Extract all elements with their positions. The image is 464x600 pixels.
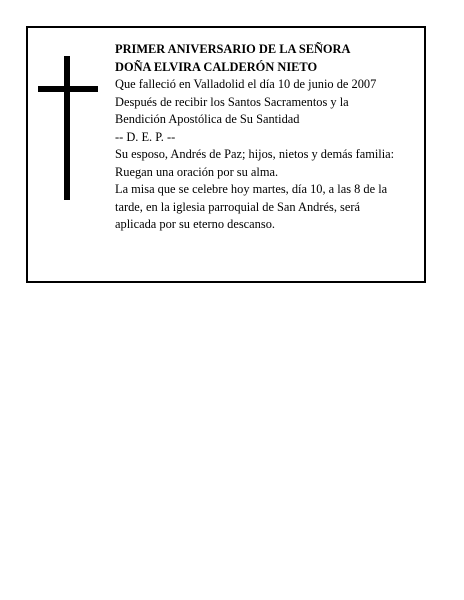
- benediction-line: Bendición Apostólica de Su Santidad: [115, 112, 300, 126]
- mass-line-1: La misa que se celebre hoy martes, día 10, a las 8 de la: [115, 182, 388, 196]
- notice-text: [115, 41, 427, 234]
- family-line: Su esposo, Andrés de Paz; hijos, nietos y demás familia:: [115, 147, 395, 161]
- cross-icon: [38, 56, 100, 200]
- prayer-request-line: Ruegan una oración por su alma.: [115, 164, 279, 179]
- obituary-notice: [26, 26, 426, 283]
- cross-vertical-bar: [64, 56, 70, 200]
- death-date-line: Que falleció en Valladolid el día 10 de junio de 2007: [115, 77, 377, 91]
- mass-line-2: tarde, en la iglesia parroquial de San Andrés, será: [115, 199, 360, 214]
- cross-horizontal-bar: [38, 86, 98, 92]
- mass-line-3: aplicada por su eterno descanso.: [115, 217, 275, 231]
- notice-title-line-2: DOÑA ELVIRA CALDERÓN NIETO: [115, 59, 318, 74]
- sacraments-line: Después de recibir los Santos Sacramentos y la: [115, 94, 349, 109]
- notice-title-line-1: PRIMER ANIVERSARIO DE LA SEÑORA: [115, 42, 351, 56]
- rip-line: -- D. E. P. --: [115, 129, 176, 144]
